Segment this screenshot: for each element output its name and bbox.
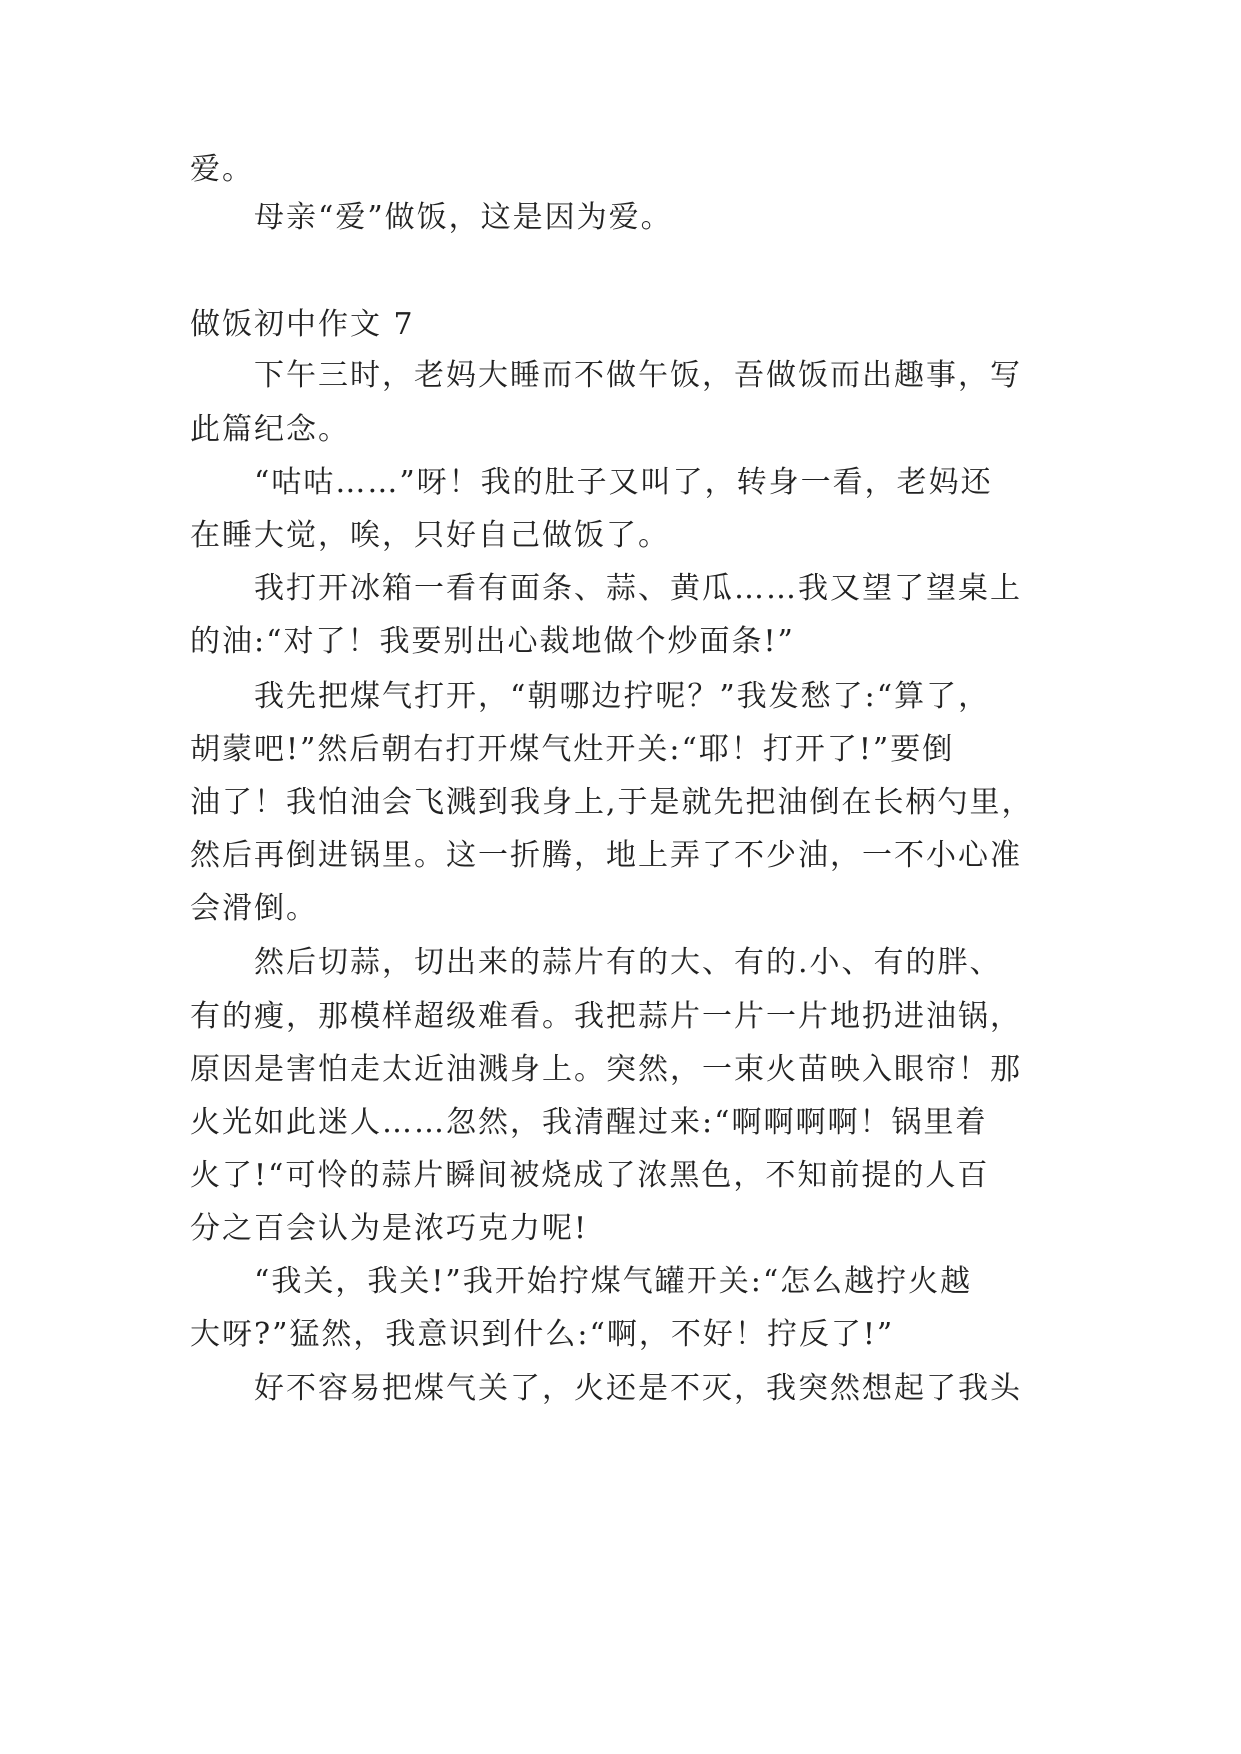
text-line: 火光如此迷人……忽然，我清醒过来:“啊啊啊啊！锅里着 — [190, 1105, 988, 1140]
text-line: 会滑倒。 — [190, 891, 318, 926]
text-line: 好不容易把煤气关了，火还是不灭，我突然想起了我头 — [254, 1371, 1022, 1406]
text-line: 我先把煤气打开，“朝哪边拧呢？”我发愁了:“算了， — [254, 679, 991, 714]
text-line: 大呀?”猛然，我意识到什么:“啊，不好！拧反了!” — [190, 1317, 895, 1352]
text-line: 爱。 — [190, 152, 254, 187]
text-line: 然后切蒜，切出来的蒜片有的大、有的.小、有的胖、 — [254, 945, 1002, 980]
text-line: 下午三时，老妈大睡而不做午饭，吾做饭而出趣事，写 — [254, 358, 1022, 393]
text-line: “咕咕……”呀！我的肚子又叫了，转身一看，老妈还 — [254, 465, 993, 500]
text-line: 然后再倒进锅里。这一折腾，地上弄了不少油，一不小心准 — [190, 838, 1022, 873]
text-line: 此篇纪念。 — [190, 412, 350, 447]
text-line: 分之百会认为是浓巧克力呢! — [190, 1211, 589, 1246]
section-heading: 做饭初中作文 7 — [190, 307, 415, 342]
text-line: 在睡大觉，唉，只好自己做饭了。 — [190, 518, 670, 553]
text-line: 我打开冰箱一看有面条、蒜、黄瓜……我又望了望桌上 — [254, 571, 1022, 606]
text-line: 火了!“可怜的蒜片瞬间被烧成了浓黑色，不知前提的人百 — [190, 1158, 990, 1193]
text-line: 的油:“对了！我要别出心裁地做个炒面条!” — [190, 624, 795, 659]
text-line: 有的瘦，那模样超级难看。我把蒜片一片一片地扔进油锅， — [190, 999, 1022, 1034]
text-line: 母亲“爱”做饭，这是因为爱。 — [254, 200, 673, 235]
text-line: “我关，我关!”我开始拧煤气罐开关:“怎么越拧火越 — [254, 1264, 973, 1299]
text-line: 原因是害怕走太近油溅身上。突然，一束火苗映入眼帘！那 — [190, 1052, 1022, 1087]
text-line: 胡蒙吧!”然后朝右打开煤气灶开关:“耶！打开了!”要倒 — [190, 732, 955, 767]
text-line: 油了！我怕油会飞溅到我身上,于是就先把油倒在长柄勺里， — [190, 785, 1034, 820]
